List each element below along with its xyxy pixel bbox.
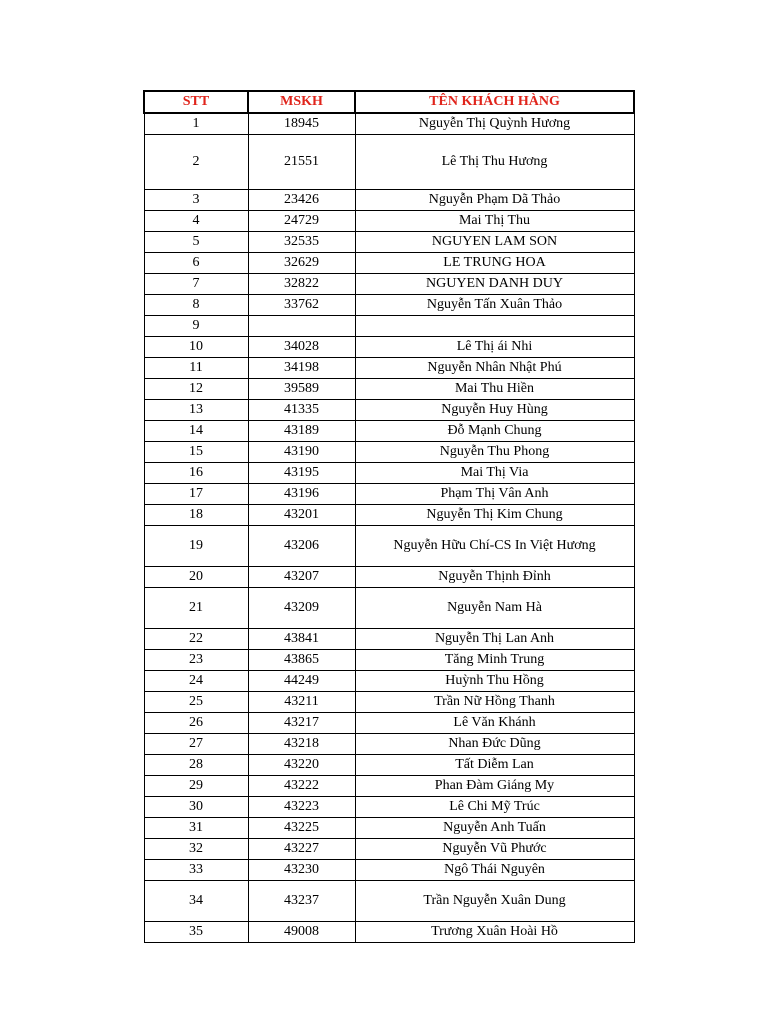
table-header-row xyxy=(144,91,634,113)
table-row xyxy=(144,838,634,859)
cell-stt: 20 xyxy=(144,566,248,587)
table-row xyxy=(144,921,634,942)
cell-mskh: 43227 xyxy=(248,838,355,859)
cell-customer-name: Nguyễn Nam Hà xyxy=(355,587,634,628)
table-row xyxy=(144,483,634,504)
cell-mskh: 43220 xyxy=(248,754,355,775)
cell-customer-name: Nguyễn Anh Tuấn xyxy=(355,817,634,838)
table-row xyxy=(144,315,634,336)
cell-stt: 35 xyxy=(144,921,248,942)
cell-customer-name: Nguyễn Thịnh Đỉnh xyxy=(355,566,634,587)
table-row xyxy=(144,252,634,273)
cell-stt: 30 xyxy=(144,796,248,817)
cell-mskh: 34028 xyxy=(248,336,355,357)
cell-customer-name: Lê Thị ái Nhi xyxy=(355,336,634,357)
cell-customer-name: Mai Thị Via xyxy=(355,462,634,483)
cell-mskh: 32629 xyxy=(248,252,355,273)
header-stt: STT xyxy=(144,91,248,113)
cell-customer-name: LE TRUNG HOA xyxy=(355,252,634,273)
cell-mskh: 41335 xyxy=(248,399,355,420)
table-row xyxy=(144,420,634,441)
cell-stt: 15 xyxy=(144,441,248,462)
table-row xyxy=(144,336,634,357)
cell-customer-name: Nguyễn Phạm Dã Thảo xyxy=(355,189,634,210)
cell-mskh: 43189 xyxy=(248,420,355,441)
cell-customer-name: Nguyễn Thị Lan Anh xyxy=(355,628,634,649)
cell-mskh: 43211 xyxy=(248,691,355,712)
cell-stt: 22 xyxy=(144,628,248,649)
cell-mskh: 43201 xyxy=(248,504,355,525)
cell-stt: 17 xyxy=(144,483,248,504)
cell-customer-name: Mai Thu Hiền xyxy=(355,378,634,399)
cell-stt: 19 xyxy=(144,525,248,566)
header-customer-name: TÊN KHÁCH HÀNG xyxy=(355,91,634,113)
cell-customer-name: Nguyễn Vũ Phước xyxy=(355,838,634,859)
cell-mskh: 21551 xyxy=(248,134,355,189)
cell-customer-name: Trần Nữ Hồng Thanh xyxy=(355,691,634,712)
table-row xyxy=(144,504,634,525)
cell-mskh: 44249 xyxy=(248,670,355,691)
table-row xyxy=(144,670,634,691)
cell-mskh: 43195 xyxy=(248,462,355,483)
cell-stt: 4 xyxy=(144,210,248,231)
cell-customer-name: Phạm Thị Vân Anh xyxy=(355,483,634,504)
cell-stt: 13 xyxy=(144,399,248,420)
cell-stt: 12 xyxy=(144,378,248,399)
cell-stt: 25 xyxy=(144,691,248,712)
cell-customer-name: Phan Đàm Giáng My xyxy=(355,775,634,796)
cell-stt: 10 xyxy=(144,336,248,357)
cell-customer-name: NGUYEN DANH DUY xyxy=(355,273,634,294)
table-row xyxy=(144,566,634,587)
table-row xyxy=(144,273,634,294)
cell-stt: 24 xyxy=(144,670,248,691)
cell-customer-name: Nguyễn Huy Hùng xyxy=(355,399,634,420)
cell-mskh: 23426 xyxy=(248,189,355,210)
cell-stt: 21 xyxy=(144,587,248,628)
cell-customer-name xyxy=(355,315,634,336)
cell-mskh: 24729 xyxy=(248,210,355,231)
cell-customer-name: Nguyễn Nhân Nhật Phú xyxy=(355,357,634,378)
cell-stt: 7 xyxy=(144,273,248,294)
table-row xyxy=(144,649,634,670)
cell-stt: 32 xyxy=(144,838,248,859)
table-row xyxy=(144,399,634,420)
table-row xyxy=(144,525,634,566)
cell-mskh: 39589 xyxy=(248,378,355,399)
table-row xyxy=(144,587,634,628)
table-row xyxy=(144,775,634,796)
table-row xyxy=(144,294,634,315)
cell-mskh xyxy=(248,315,355,336)
cell-customer-name: Mai Thị Thu xyxy=(355,210,634,231)
table-row xyxy=(144,754,634,775)
cell-stt: 2 xyxy=(144,134,248,189)
cell-mskh: 43841 xyxy=(248,628,355,649)
table-row xyxy=(144,441,634,462)
cell-customer-name: Lê Chi Mỹ Trúc xyxy=(355,796,634,817)
cell-mskh: 43222 xyxy=(248,775,355,796)
cell-mskh: 43237 xyxy=(248,880,355,921)
cell-mskh: 43865 xyxy=(248,649,355,670)
cell-customer-name: Đỗ Mạnh Chung xyxy=(355,420,634,441)
cell-customer-name: Tăng Minh Trung xyxy=(355,649,634,670)
table-row xyxy=(144,231,634,252)
cell-mskh: 32822 xyxy=(248,273,355,294)
table-row xyxy=(144,712,634,733)
table-row xyxy=(144,462,634,483)
cell-mskh: 43207 xyxy=(248,566,355,587)
cell-customer-name: Tất Diễm Lan xyxy=(355,754,634,775)
cell-mskh: 18945 xyxy=(248,113,355,134)
cell-stt: 33 xyxy=(144,859,248,880)
cell-mskh: 34198 xyxy=(248,357,355,378)
cell-stt: 34 xyxy=(144,880,248,921)
table-row xyxy=(144,691,634,712)
cell-customer-name: NGUYEN LAM SON xyxy=(355,231,634,252)
cell-customer-name: Huỳnh Thu Hồng xyxy=(355,670,634,691)
customer-table xyxy=(143,90,635,943)
cell-stt: 14 xyxy=(144,420,248,441)
cell-customer-name: Lê Văn Khánh xyxy=(355,712,634,733)
table-row xyxy=(144,628,634,649)
table-row xyxy=(144,357,634,378)
cell-mskh: 32535 xyxy=(248,231,355,252)
cell-stt: 26 xyxy=(144,712,248,733)
cell-mskh: 43190 xyxy=(248,441,355,462)
table-row xyxy=(144,817,634,838)
table-row xyxy=(144,113,634,134)
cell-mskh: 43223 xyxy=(248,796,355,817)
cell-customer-name: Lê Thị Thu Hương xyxy=(355,134,634,189)
cell-customer-name: Ngô Thái Nguyên xyxy=(355,859,634,880)
cell-mskh: 49008 xyxy=(248,921,355,942)
cell-stt: 1 xyxy=(144,113,248,134)
cell-customer-name: Nguyễn Thị Kim Chung xyxy=(355,504,634,525)
cell-stt: 18 xyxy=(144,504,248,525)
cell-stt: 28 xyxy=(144,754,248,775)
cell-stt: 27 xyxy=(144,733,248,754)
cell-mskh: 43218 xyxy=(248,733,355,754)
table-row xyxy=(144,733,634,754)
cell-customer-name: Trần Nguyễn Xuân Dung xyxy=(355,880,634,921)
table-row xyxy=(144,796,634,817)
cell-stt: 5 xyxy=(144,231,248,252)
cell-stt: 31 xyxy=(144,817,248,838)
cell-mskh: 33762 xyxy=(248,294,355,315)
cell-stt: 11 xyxy=(144,357,248,378)
cell-stt: 23 xyxy=(144,649,248,670)
cell-stt: 29 xyxy=(144,775,248,796)
table-body xyxy=(144,113,634,942)
cell-customer-name: Nguyễn Thị Quỳnh Hương xyxy=(355,113,634,134)
cell-mskh: 43230 xyxy=(248,859,355,880)
table-row xyxy=(144,378,634,399)
cell-stt: 16 xyxy=(144,462,248,483)
cell-customer-name: Nguyễn Tấn Xuân Thảo xyxy=(355,294,634,315)
table-row xyxy=(144,189,634,210)
cell-customer-name: Nhan Đức Dũng xyxy=(355,733,634,754)
cell-mskh: 43209 xyxy=(248,587,355,628)
cell-customer-name: Nguyễn Thu Phong xyxy=(355,441,634,462)
cell-mskh: 43206 xyxy=(248,525,355,566)
cell-mskh: 43196 xyxy=(248,483,355,504)
cell-customer-name: Trương Xuân Hoài Hồ xyxy=(355,921,634,942)
cell-mskh: 43225 xyxy=(248,817,355,838)
cell-stt: 6 xyxy=(144,252,248,273)
table-row xyxy=(144,880,634,921)
table-row xyxy=(144,859,634,880)
table-row xyxy=(144,210,634,231)
cell-stt: 8 xyxy=(144,294,248,315)
cell-customer-name: Nguyễn Hữu Chí-CS In Việt Hương xyxy=(355,525,634,566)
cell-stt: 3 xyxy=(144,189,248,210)
header-mskh: MSKH xyxy=(248,91,355,113)
table-row xyxy=(144,134,634,189)
cell-mskh: 43217 xyxy=(248,712,355,733)
cell-stt: 9 xyxy=(144,315,248,336)
